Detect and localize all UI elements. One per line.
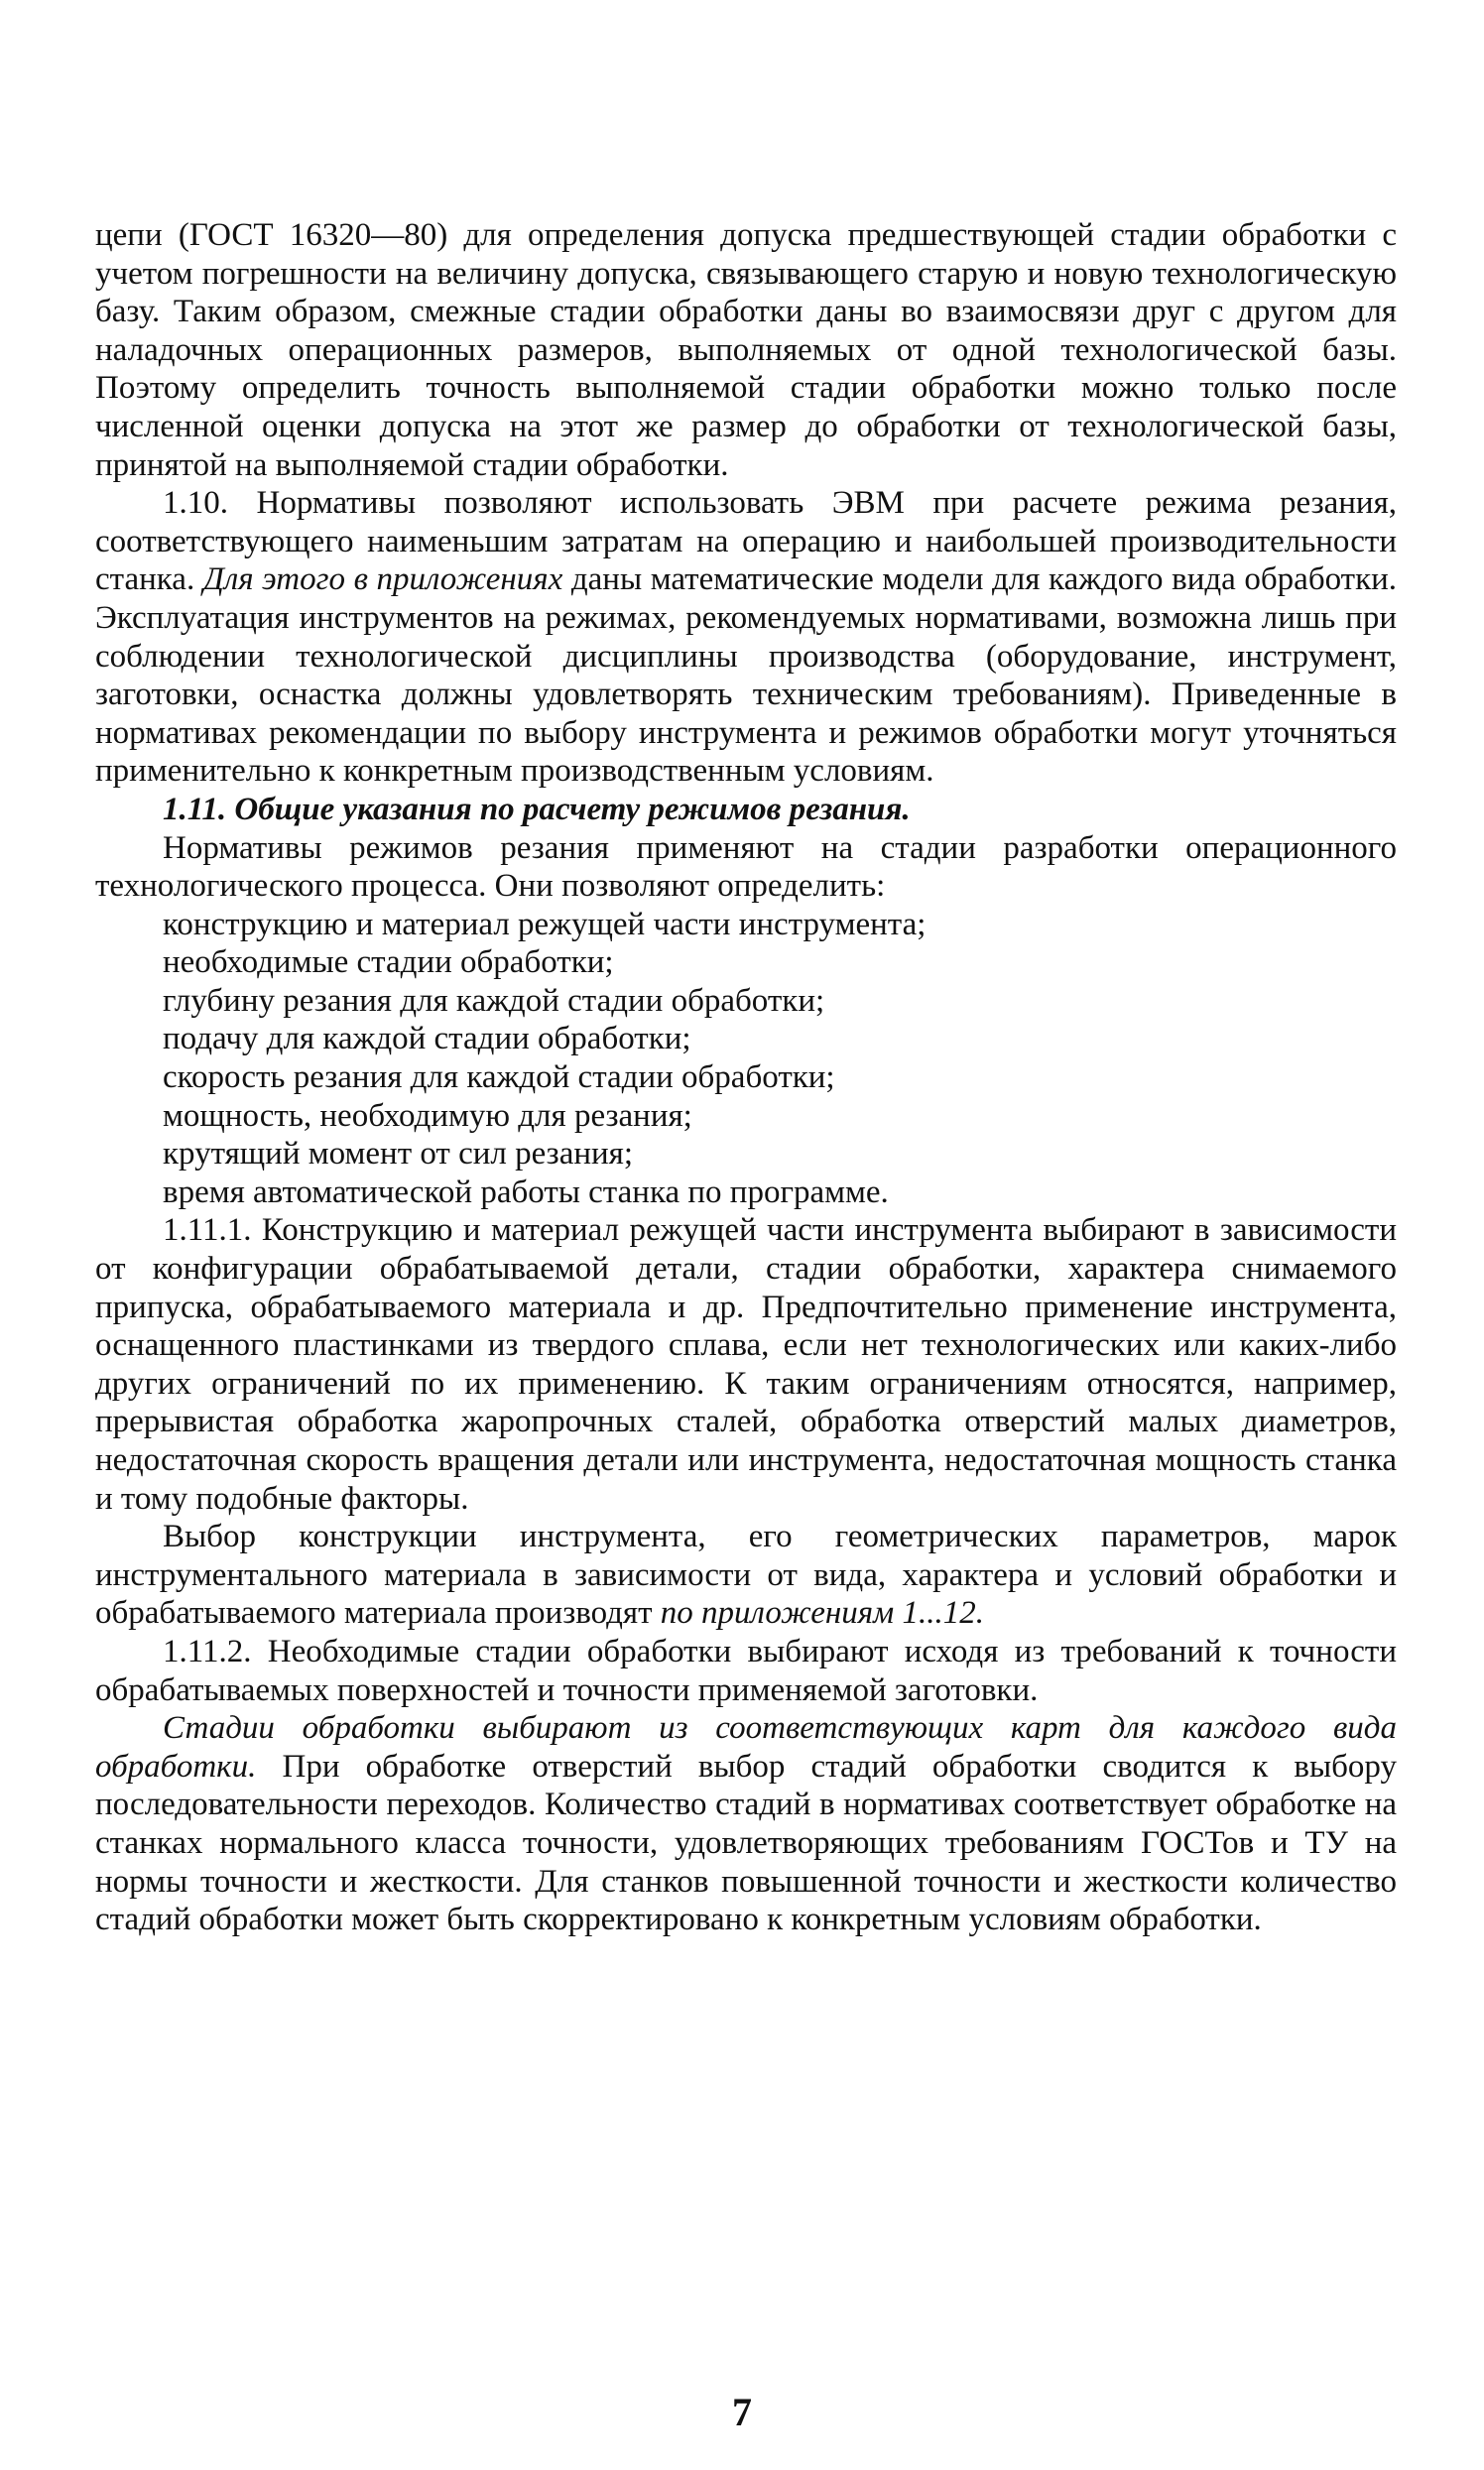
paragraph-1-10-end: даны математические модели для каждого вида обработки. Эксплуатация инструментов на режимах, рекомендуемых нормативами, возможна лишь при соблюдении технологической дисциплины производства (оборудование, инструмент, заготовки, оснастка должны удовлетворять техническим требованиям). Приведенные в нормативах рекомендации по выбору инструмента и режимов обработки могут уточняться применительно к конкретным производственным условиям.	[95, 561, 1398, 790]
list-item: конструкцию и материал режущей части инструмента;	[163, 906, 927, 942]
paragraph-stages	[95, 1709, 1397, 1939]
list-item: время автоматической работы станка по программе.	[163, 1173, 889, 1210]
paragraph-1-10-start: 1.10. Нормативы позволяют использовать ЭВМ при расчете режима резания, соответствующего наименьшим затратам на операцию и наибольшей производительности станка.	[95, 485, 1397, 598]
paragraph-norms: Нормативы режимов резания применяют на стадии разработки операционного технологического процесса. Они позволяют определить:	[95, 829, 1397, 905]
paragraph-1-11-1: 1.11.1. Конструкцию и материал режущей части инструмента выбирают в зависимости от конфигурации обрабатываемой детали, стадии обработки, характера снимаемого припуска, обрабатываемого материала и др. Предпочтительно применение инструмента, оснащенного пластинками из твердого сплава, если нет технологических или каких-либо других ограничений по их применению. К таким ограничениям относятся, например, прерывистая обработка жаропрочных сталей, обработка отверстий малых диаметров, недостаточная скорость вращения детали или инструмента, недостаточная мощность станка и тому подобные факторы.	[95, 1212, 1397, 1517]
paragraph-1-11-2: 1.11.2. Необходимые стадии обработки выбирают исходя из требований к точности обрабатываемых поверхностей и точности применяемой заготовки.	[95, 1633, 1397, 1708]
list-item: необходимые стадии обработки;	[163, 944, 614, 981]
list-item: скорость резания для каждой стадии обработки;	[163, 1059, 835, 1096]
paragraph-intro: цепи (ГОСТ 16320—80) для определения допуска предшествующей стадии обработки с учетом погрешности на величину допуска, связывающего старую и новую технологическую базу. Таким образом, смежные стадии обработки даны во взаимосвязи друг с другом для наладочных операционных размеров, выполняемых от одной технологической базы. Поэтому определить точность выполняемой стадии обработки можно только после численной оценки допуска на этот же размер до обработки от технологической базы, принятой на выполняемой стадии обработки.	[95, 217, 1397, 483]
paragraph-stages-italic: Стадии обработки выбирают из соответствующих карт для каждого вида обработки.	[95, 1710, 1397, 1785]
paragraph-stages-text: При обработке отверстий выбор стадий обработки сводится к выбору последовательности переходов. Количество стадий в нормативах соответствует обработке на станках нормального класса точности, удовлетворяющих требованиям ГОСТов и ТУ на нормы точности и жесткости. Для станков повышенной точности и жесткости количество стадий обработки может быть скорректировано к конкретным условиям обработки.	[95, 1748, 1397, 1938]
determination-list	[95, 906, 1397, 1212]
page-number: 7	[732, 2390, 752, 2434]
paragraph-tool-selection-italic: по приложениям 1...12.	[660, 1595, 984, 1632]
section-heading-1-11	[95, 791, 1397, 829]
section-heading-text: 1.11. Общие указания по расчету режимов резания.	[163, 791, 911, 827]
list-item: мощность, необходимую для резания;	[163, 1097, 692, 1134]
paragraph-tool-selection-text: Выбор конструкции инструмента, его геометрических параметров, марок инструментального материала в зависимости от вида, характера и условий обработки и обрабатываемого материала производят	[95, 1519, 1397, 1632]
list-item: подачу для каждой стадии обработки;	[163, 1021, 691, 1057]
list-item: глубину резания для каждой стадии обработки;	[163, 982, 825, 1019]
paragraph-tool-selection	[95, 1518, 1397, 1633]
paragraph-1-10	[95, 484, 1397, 791]
list-item: крутящий момент от сил резания;	[163, 1136, 634, 1173]
page-body	[95, 216, 1397, 1939]
paragraph-1-10-italic: Для этого в приложениях	[202, 561, 563, 598]
